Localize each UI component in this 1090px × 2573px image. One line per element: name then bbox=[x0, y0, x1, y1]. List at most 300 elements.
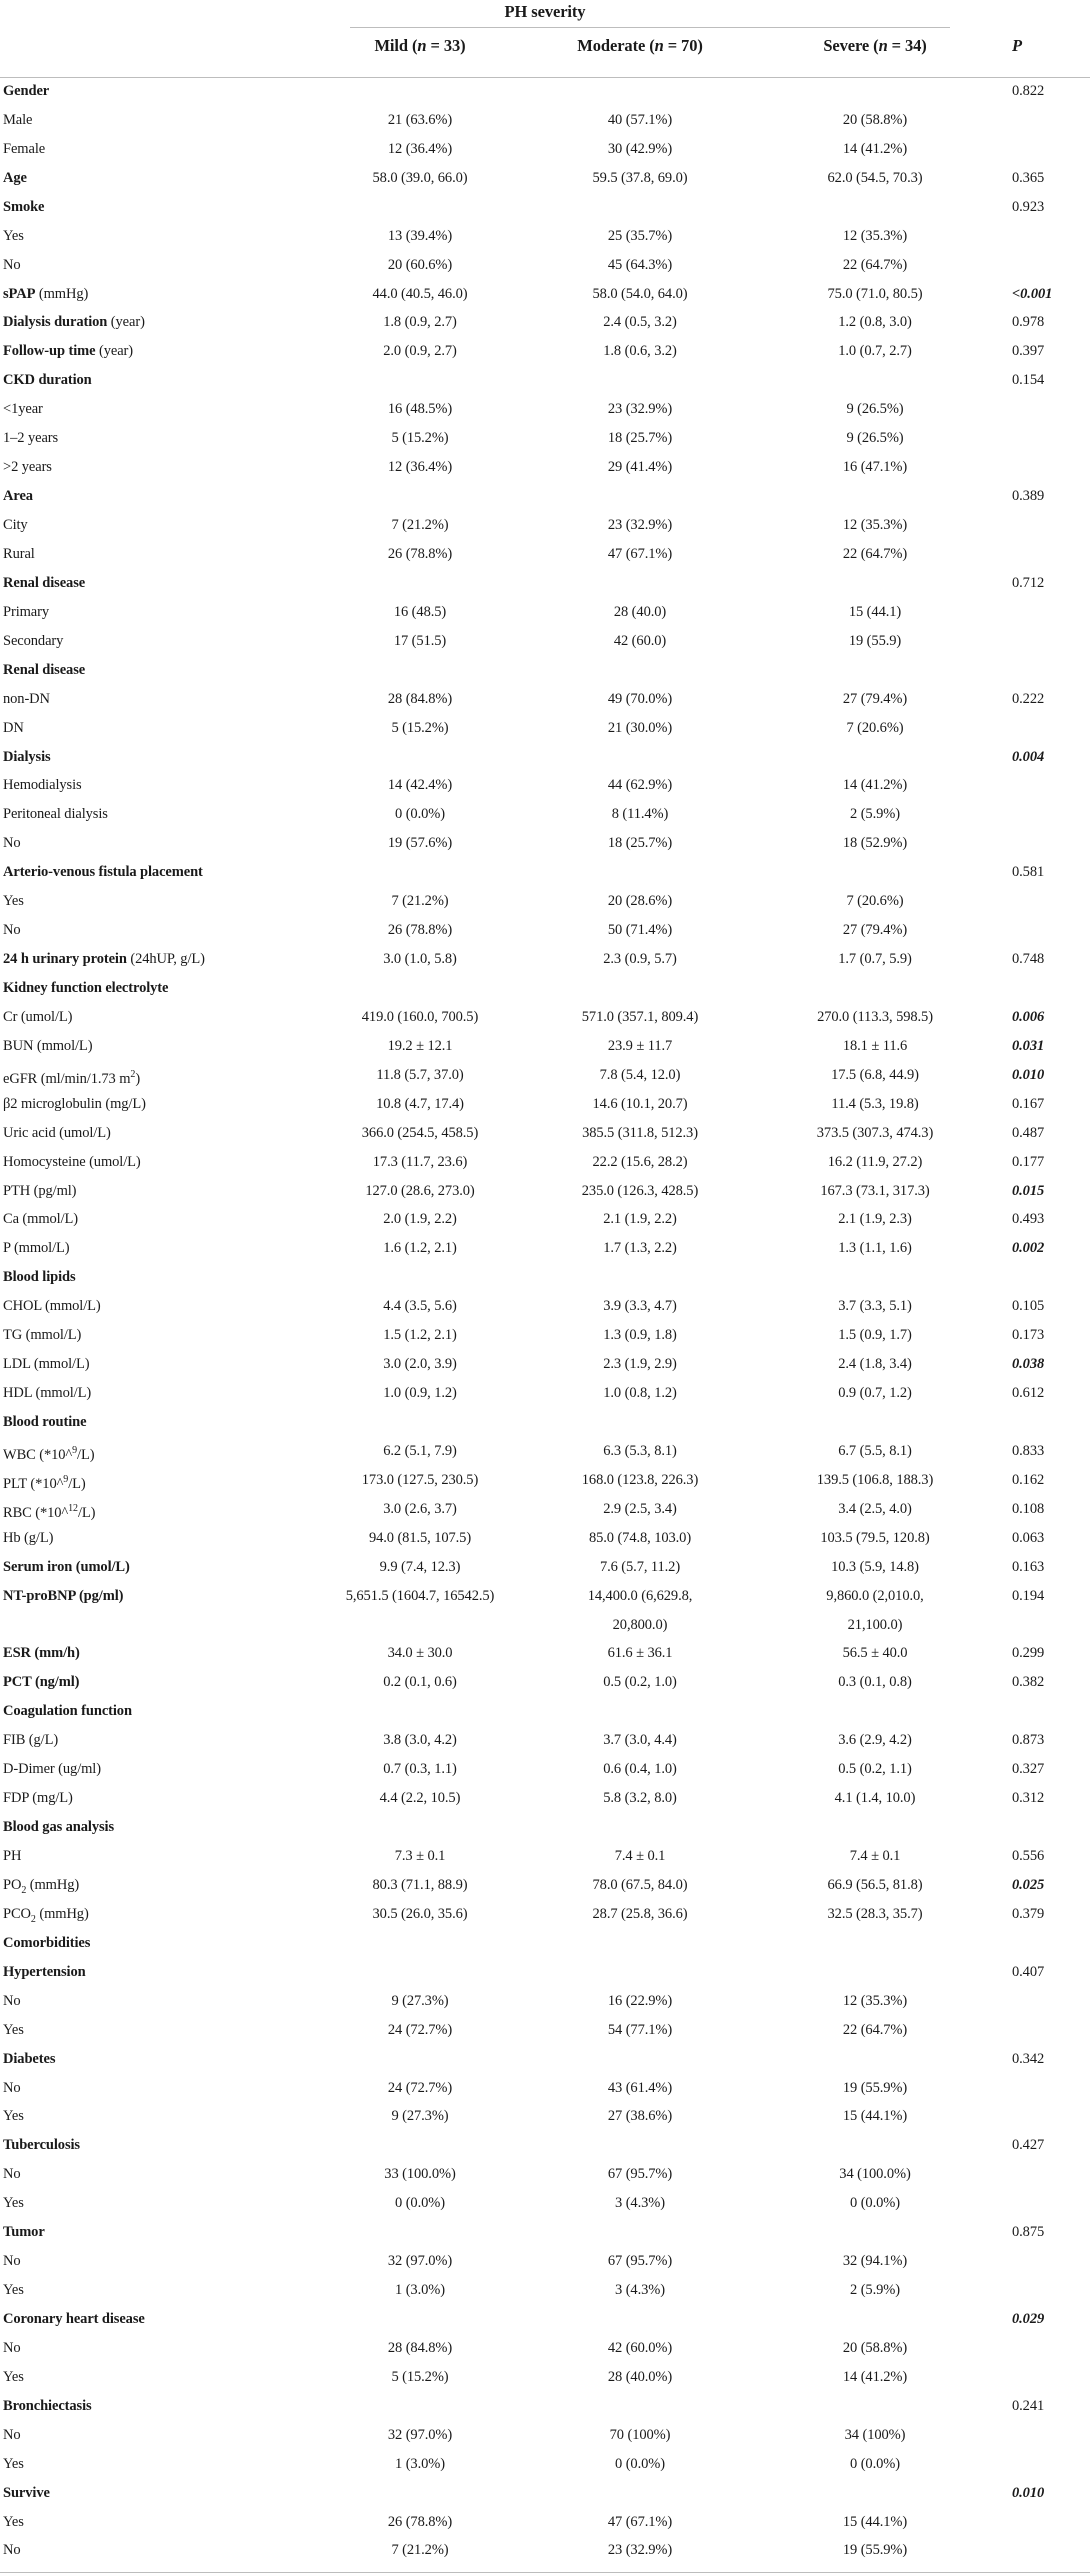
table-cell: 2.4 (0.5, 3.2) bbox=[603, 314, 677, 331]
p-value-cell: 0.556 bbox=[1012, 1848, 1045, 1865]
table-cell: 0 (0.0%) bbox=[395, 806, 445, 823]
row-label: Dialysis duration (year) bbox=[3, 314, 145, 331]
table-cell: 1.3 (1.1, 1.6) bbox=[838, 1240, 912, 1257]
p-value-cell: 0.108 bbox=[1012, 1500, 1045, 1517]
row-label: BUN (mmol/L) bbox=[3, 1037, 93, 1054]
table-cell: 20 (58.8%) bbox=[842, 111, 908, 128]
table-cell: 27 (79.4%) bbox=[842, 690, 908, 707]
table-cell: 9.9 (7.4, 12.3) bbox=[379, 1558, 461, 1575]
row-label: PLT (*10^$^9$/L) bbox=[3, 1473, 86, 1492]
table-cell: 33 (100.0%) bbox=[384, 2166, 456, 2183]
table-cell: 1.5 (0.9, 1.7) bbox=[838, 1327, 912, 1344]
row-label: Serum iron (umol/L) bbox=[3, 1558, 130, 1575]
table-cell: 2.4 (1.8, 3.4) bbox=[838, 1356, 912, 1373]
table-cell: 22 (64.7%) bbox=[842, 2021, 908, 2038]
row-label: Diabetes bbox=[3, 2050, 56, 2067]
table-cell: 58.0 (39.0, 66.0) bbox=[372, 169, 468, 186]
table-cell: 12 (35.3%) bbox=[842, 517, 908, 534]
table-cell: 0.5 (0.2, 1.1) bbox=[838, 1761, 912, 1778]
table-cell: 1 (3.0%) bbox=[395, 2282, 445, 2299]
table-cell: 29 (41.4%) bbox=[607, 459, 673, 476]
table-cell: 26 (78.8%) bbox=[387, 545, 453, 562]
table-cell: 11.4 (5.3, 19.8) bbox=[831, 1095, 919, 1112]
table-cell: 32.5 (28.3, 35.7) bbox=[827, 1905, 923, 1922]
p-value-cell: 0.875 bbox=[1012, 2224, 1045, 2241]
p-value-cell: 0.342 bbox=[1012, 2050, 1045, 2067]
table-cell: 18 (25.7%) bbox=[607, 430, 673, 447]
table-cell: 373.5 (307.3, 474.3) bbox=[816, 1124, 934, 1141]
table-cell: 0.9 (0.7, 1.2) bbox=[838, 1385, 912, 1402]
table-cell: 26 (78.8%) bbox=[387, 922, 453, 939]
table-cell: 9 (26.5%) bbox=[846, 430, 904, 447]
row-label: Yes bbox=[3, 2513, 24, 2530]
col-header-p: P bbox=[1012, 36, 1022, 55]
table-cell: 14 (41.2%) bbox=[842, 2368, 908, 2385]
table-cell: 45 (64.3%) bbox=[607, 256, 673, 273]
row-label: Primary bbox=[3, 603, 50, 620]
table-cell: 28 (40.0) bbox=[613, 603, 667, 620]
table-cell: 19 (55.9) bbox=[848, 632, 902, 649]
table-cell: 127.0 (28.6, 273.0) bbox=[365, 1182, 475, 1199]
table-cell: 20,800.0) bbox=[612, 1616, 668, 1633]
p-value-cell: 0.004 bbox=[1012, 748, 1045, 765]
table-cell: 2.1 (1.9, 2.3) bbox=[838, 1211, 912, 1228]
row-label: No bbox=[3, 1992, 21, 2009]
table-cell: 14.6 (10.1, 20.7) bbox=[592, 1095, 688, 1112]
table-cell: 1.5 (1.2, 2.1) bbox=[383, 1327, 457, 1344]
table-cell: 2 (5.9%) bbox=[850, 806, 900, 823]
row-label: Homocysteine (umol/L) bbox=[3, 1153, 141, 1170]
table-cell: 2.0 (0.9, 2.7) bbox=[383, 343, 457, 360]
table-cell: 3.9 (3.3, 4.7) bbox=[603, 1298, 677, 1315]
p-value-cell: 0.581 bbox=[1012, 864, 1045, 881]
row-label: FIB (g/L) bbox=[3, 1732, 59, 1749]
table-cell: 2.9 (2.5, 3.4) bbox=[603, 1500, 677, 1517]
table-cell: 6.7 (5.5, 8.1) bbox=[838, 1442, 912, 1459]
table-cell: 0 (0.0%) bbox=[395, 2195, 445, 2212]
p-value-cell: 0.154 bbox=[1012, 372, 1045, 389]
table-cell: 1.7 (1.3, 2.2) bbox=[603, 1240, 677, 1257]
row-label: ESR (mm/h) bbox=[3, 1645, 80, 1662]
table-cell: 2.1 (1.9, 2.2) bbox=[603, 1211, 677, 1228]
table-cell: 34 (100%) bbox=[844, 2426, 906, 2443]
row-label: 24 h urinary protein (24hUP, g/L) bbox=[3, 951, 205, 968]
p-value-cell: 0.389 bbox=[1012, 488, 1045, 505]
table-cell: 62.0 (54.5, 70.3) bbox=[827, 169, 923, 186]
table-cell: 0 (0.0%) bbox=[615, 2455, 665, 2472]
table-cell: 16 (48.5%) bbox=[387, 401, 453, 418]
table-cell: 5.8 (3.2, 8.0) bbox=[603, 1790, 677, 1807]
table-cell: 32 (97.0%) bbox=[387, 2426, 453, 2443]
row-label: WBC (*10^$^9$/L) bbox=[3, 1444, 95, 1463]
row-label: >2 years bbox=[3, 459, 52, 476]
table-cell: 8 (11.4%) bbox=[611, 806, 669, 823]
row-label: Tuberculosis bbox=[3, 2137, 80, 2154]
table-cell: 16 (47.1%) bbox=[842, 459, 908, 476]
p-value-cell: 0.748 bbox=[1012, 951, 1045, 968]
table-cell: 3.0 (1.0, 5.8) bbox=[383, 951, 457, 968]
table-cell: 235.0 (126.3, 428.5) bbox=[581, 1182, 699, 1199]
p-value-cell: 0.015 bbox=[1012, 1182, 1045, 1199]
table-cell: 7 (21.2%) bbox=[391, 893, 449, 910]
p-value-cell: 0.397 bbox=[1012, 343, 1045, 360]
row-label: Rural bbox=[3, 545, 35, 562]
row-label: Blood lipids bbox=[3, 1269, 76, 1286]
p-value-cell: 0.222 bbox=[1012, 690, 1045, 707]
table-cell: 22 (64.7%) bbox=[842, 256, 908, 273]
p-value-cell: 0.010 bbox=[1012, 2484, 1045, 2501]
table-cell: 23 (32.9%) bbox=[607, 401, 673, 418]
row-label: Hb (g/L) bbox=[3, 1529, 54, 1546]
row-label: CHOL (mmol/L) bbox=[3, 1298, 101, 1315]
table-cell: 21,100.0) bbox=[847, 1616, 903, 1633]
row-label: Gender bbox=[3, 83, 50, 99]
header-rule bbox=[0, 77, 1090, 78]
table-cell: 18 (52.9%) bbox=[842, 835, 908, 852]
table-cell: 7.8 (5.4, 12.0) bbox=[599, 1066, 681, 1083]
table-cell: 16.2 (11.9, 27.2) bbox=[827, 1153, 923, 1170]
p-value-cell: <0.001 bbox=[1012, 285, 1053, 302]
table-cell: 7.4 ± 0.1 bbox=[849, 1848, 901, 1865]
p-value-cell: 0.025 bbox=[1012, 1876, 1045, 1893]
table-cell: 49 (70.0%) bbox=[607, 690, 673, 707]
table-cell: 11.8 (5.7, 37.0) bbox=[376, 1066, 464, 1083]
table-cell: 19.2 ± 12.1 bbox=[387, 1037, 453, 1054]
p-value-cell: 0.327 bbox=[1012, 1761, 1045, 1778]
table-cell: 28 (84.8%) bbox=[387, 690, 453, 707]
table-cell: 85.0 (74.8, 103.0) bbox=[588, 1529, 692, 1546]
col-header-severe: Severe (n = 34) bbox=[823, 36, 927, 55]
row-label: Female bbox=[3, 140, 46, 157]
row-label: No bbox=[3, 2166, 21, 2183]
table-cell: 0.6 (0.4, 1.0) bbox=[603, 1761, 677, 1778]
row-label: Ca (mmol/L) bbox=[3, 1211, 79, 1228]
row-label: RBC (*10^$^{12}$/L) bbox=[3, 1502, 96, 1521]
row-label: Coagulation function bbox=[3, 1703, 132, 1720]
table-cell: 21 (63.6%) bbox=[387, 111, 453, 128]
row-label: Hemodialysis bbox=[3, 777, 82, 794]
table-cell: 58.0 (54.0, 64.0) bbox=[592, 285, 688, 302]
table-cell: 17.5 (6.8, 44.9) bbox=[831, 1066, 919, 1083]
row-label: Yes bbox=[3, 227, 24, 244]
p-value-cell: 0.173 bbox=[1012, 1327, 1045, 1344]
table-cell: 10.8 (4.7, 17.4) bbox=[376, 1095, 464, 1112]
table-cell: 7 (20.6%) bbox=[846, 893, 904, 910]
row-label: D-Dimer (ug/ml) bbox=[3, 1761, 101, 1778]
table-cell: 0 (0.0%) bbox=[850, 2195, 900, 2212]
table-cell: 7.6 (5.7, 11.2) bbox=[599, 1558, 681, 1575]
table-cell: 42 (60.0) bbox=[613, 632, 667, 649]
table-cell: 67 (95.7%) bbox=[607, 2253, 673, 2270]
table-cell: 7 (21.2%) bbox=[391, 2542, 449, 2559]
col-header-moderate: Moderate (n = 70) bbox=[577, 36, 703, 55]
p-value-cell: 0.038 bbox=[1012, 1356, 1045, 1373]
table-cell: 14 (41.2%) bbox=[842, 777, 908, 794]
col-header-mild: Mild (n = 33) bbox=[374, 36, 466, 55]
row-label: Hypertension bbox=[3, 1963, 86, 1980]
table-cell: 1.0 (0.9, 1.2) bbox=[383, 1385, 457, 1402]
table-cell: 30 (42.9%) bbox=[607, 140, 673, 157]
row-label: City bbox=[3, 517, 28, 534]
table-cell: 5 (15.2%) bbox=[391, 719, 449, 736]
row-label: Renal disease bbox=[3, 574, 86, 591]
p-value-cell: 0.379 bbox=[1012, 1905, 1045, 1922]
table-cell: 1.7 (0.7, 5.9) bbox=[838, 951, 912, 968]
table-cell: 28.7 (25.8, 36.6) bbox=[592, 1905, 688, 1922]
table-cell: 17.3 (11.7, 23.6) bbox=[372, 1153, 468, 1170]
table-cell: 23 (32.9%) bbox=[607, 517, 673, 534]
table-cell: 70 (100%) bbox=[609, 2426, 671, 2443]
table-cell: 5 (15.2%) bbox=[391, 2368, 449, 2385]
row-label: No bbox=[3, 2542, 21, 2559]
p-value-cell: 0.407 bbox=[1012, 1963, 1045, 1980]
row-label: Comorbidities bbox=[3, 1934, 91, 1951]
table-cell: 103.5 (79.5, 120.8) bbox=[820, 1529, 930, 1546]
table-cell: 44.0 (40.5, 46.0) bbox=[372, 285, 468, 302]
table-cell: 19 (55.9%) bbox=[842, 2542, 908, 2559]
table-cell: 22 (64.7%) bbox=[842, 545, 908, 562]
table-cell: 24 (72.7%) bbox=[387, 2021, 453, 2038]
table-cell: 3 (4.3%) bbox=[615, 2282, 665, 2299]
row-label: 1–2 years bbox=[3, 430, 59, 447]
table-cell: 385.5 (311.8, 512.3) bbox=[582, 1124, 698, 1141]
row-label: Yes bbox=[3, 2455, 24, 2472]
row-label: Peritoneal dialysis bbox=[3, 806, 108, 823]
table-cell: 2 (5.9%) bbox=[850, 2282, 900, 2299]
row-label: Yes bbox=[3, 2021, 24, 2038]
table-cell: 94.0 (81.5, 107.5) bbox=[368, 1529, 472, 1546]
table-cell: 24 (72.7%) bbox=[387, 2079, 453, 2096]
p-value-cell: 0.194 bbox=[1012, 1587, 1045, 1604]
table-cell: 366.0 (254.5, 458.5) bbox=[361, 1124, 479, 1141]
table-cell: 25 (35.7%) bbox=[607, 227, 673, 244]
p-value-cell: 0.002 bbox=[1012, 1240, 1045, 1257]
table-cell: 4.4 (2.2, 10.5) bbox=[379, 1790, 461, 1807]
table-cell: 419.0 (160.0, 700.5) bbox=[361, 1008, 479, 1025]
table-cell: 20 (60.6%) bbox=[387, 256, 453, 273]
table-cell: 12 (35.3%) bbox=[842, 227, 908, 244]
row-label: No bbox=[3, 256, 21, 273]
table-cell: 61.6 ± 36.1 bbox=[607, 1645, 673, 1662]
row-label: Male bbox=[3, 111, 33, 128]
row-label: TG (mmol/L) bbox=[3, 1327, 82, 1344]
row-label: No bbox=[3, 2426, 21, 2443]
row-label: Blood routine bbox=[3, 1414, 87, 1430]
p-value-cell: 0.487 bbox=[1012, 1124, 1045, 1141]
table-cell: 2.3 (0.9, 5.7) bbox=[603, 951, 677, 968]
p-value-cell: 0.163 bbox=[1012, 1558, 1045, 1575]
table-cell: 14 (41.2%) bbox=[842, 140, 908, 157]
row-label: Kidney function electrolyte bbox=[3, 979, 169, 996]
table-cell: 7 (21.2%) bbox=[391, 517, 449, 534]
table-cell: 47 (67.1%) bbox=[607, 545, 673, 562]
p-value-cell: 0.873 bbox=[1012, 1732, 1045, 1749]
table-cell: 1.0 (0.7, 2.7) bbox=[838, 343, 912, 360]
row-label: Coronary heart disease bbox=[3, 2310, 145, 2327]
row-label: No bbox=[3, 2253, 21, 2270]
p-value-cell: 0.006 bbox=[1012, 1008, 1045, 1025]
table-cell: 571.0 (357.1, 809.4) bbox=[581, 1008, 699, 1025]
p-value-cell: 0.162 bbox=[1012, 1471, 1045, 1488]
row-label: Bronchiectasis bbox=[3, 2397, 92, 2414]
row-label: NT-proBNP (pg/ml) bbox=[3, 1587, 124, 1604]
row-label: $PO_2$ (mmHg) bbox=[3, 1876, 80, 1896]
table-cell: 16 (48.5) bbox=[393, 603, 447, 620]
table-cell: 43 (61.4%) bbox=[607, 2079, 673, 2096]
table-cell: 5 (15.2%) bbox=[391, 430, 449, 447]
table-cell: 15 (44.1%) bbox=[842, 2108, 908, 2125]
table-cell: 1 (3.0%) bbox=[395, 2455, 445, 2472]
table-cell: 59.5 (37.8, 69.0) bbox=[592, 169, 688, 186]
p-value-cell: 0.031 bbox=[1012, 1037, 1045, 1054]
p-value-cell: 0.382 bbox=[1012, 1674, 1045, 1691]
p-value-cell: 0.833 bbox=[1012, 1442, 1045, 1459]
table-cell: 5,651.5 (1604.7, 16542.5) bbox=[345, 1587, 495, 1604]
table-cell: 168.0 (123.8, 226.3) bbox=[581, 1471, 699, 1488]
table-cell: 40 (57.1%) bbox=[607, 111, 673, 128]
row-label: DN bbox=[3, 719, 24, 736]
row-label: Renal disease bbox=[3, 661, 86, 678]
row-label: $PCO_2$ (mmHg) bbox=[3, 1905, 89, 1925]
table-cell: 3.0 (2.6, 3.7) bbox=[383, 1500, 457, 1517]
table-cell: 20 (58.8%) bbox=[842, 2339, 908, 2356]
table-cell: 16 (22.9%) bbox=[607, 1992, 673, 2009]
row-label: Dialysis bbox=[3, 748, 51, 765]
table-cell: 3.7 (3.0, 4.4) bbox=[603, 1732, 677, 1749]
row-label: β2 microglobulin (mg/L) bbox=[3, 1095, 146, 1112]
table-cell: 3.0 (2.0, 3.9) bbox=[383, 1356, 457, 1373]
row-label: Follow-up time (year) bbox=[3, 343, 133, 360]
p-value-cell: 0.177 bbox=[1012, 1153, 1045, 1170]
table-cell: 167.3 (73.1, 317.3) bbox=[820, 1182, 930, 1199]
table-cell: 15 (44.1) bbox=[848, 603, 902, 620]
row-label: Area bbox=[3, 488, 33, 505]
row-label: PCT (ng/ml) bbox=[3, 1674, 80, 1691]
table-cell: 6.3 (5.3, 8.1) bbox=[603, 1442, 677, 1459]
row-label: PTH (pg/ml) bbox=[3, 1182, 77, 1199]
p-value-cell: 0.299 bbox=[1012, 1645, 1045, 1662]
table-cell: 28 (84.8%) bbox=[387, 2339, 453, 2356]
table-cell: 27 (38.6%) bbox=[607, 2108, 673, 2125]
table-cell: 9 (27.3%) bbox=[391, 1992, 449, 2009]
table-cell: 20 (28.6%) bbox=[607, 893, 673, 910]
table-cell: 27 (79.4%) bbox=[842, 922, 908, 939]
table-cell: 23.9 ± 11.7 bbox=[607, 1037, 673, 1054]
p-value-cell: 0.167 bbox=[1012, 1095, 1045, 1112]
table-cell: 6.2 (5.1, 7.9) bbox=[383, 1442, 457, 1459]
table-cell: 139.5 (106.8, 188.3) bbox=[816, 1471, 934, 1488]
table-cell: 270.0 (113.3, 598.5) bbox=[817, 1008, 933, 1025]
row-label: LDL (mmol/L) bbox=[3, 1356, 90, 1373]
table-cell: 7.3 ± 0.1 bbox=[394, 1848, 446, 1865]
row-label: Survive bbox=[3, 2484, 50, 2501]
table-cell: 14 (42.4%) bbox=[387, 777, 453, 794]
table-cell: 34.0 ± 30.0 bbox=[387, 1645, 453, 1662]
p-value-cell: 0.105 bbox=[1012, 1298, 1045, 1315]
row-label: <1year bbox=[3, 401, 43, 418]
table-cell: 3.4 (2.5, 4.0) bbox=[838, 1500, 912, 1517]
table-cell: 7 (20.6%) bbox=[846, 719, 904, 736]
table-cell: 28 (40.0%) bbox=[607, 2368, 673, 2385]
table-cell: 54 (77.1%) bbox=[607, 2021, 673, 2038]
table-cell: 1.8 (0.9, 2.7) bbox=[383, 314, 457, 331]
p-value-cell: 0.063 bbox=[1012, 1529, 1045, 1546]
table-cell: 3.6 (2.9, 4.2) bbox=[838, 1732, 912, 1749]
table-cell: 4.1 (1.4, 10.0) bbox=[834, 1790, 916, 1807]
table-cell: 0.3 (0.1, 0.8) bbox=[838, 1674, 912, 1691]
table-cell: 2.0 (1.9, 2.2) bbox=[383, 1211, 457, 1228]
table-cell: 32 (94.1%) bbox=[842, 2253, 908, 2270]
table-cell: 1.8 (0.6, 3.2) bbox=[603, 343, 677, 360]
table-cell: 44 (62.9%) bbox=[607, 777, 673, 794]
row-label: No bbox=[3, 2339, 21, 2356]
table-cell: 3.8 (3.0, 4.2) bbox=[383, 1732, 457, 1749]
row-label: Cr (umol/L) bbox=[3, 1008, 73, 1025]
header-span-rule bbox=[350, 27, 950, 28]
row-label: Blood gas analysis bbox=[3, 1819, 115, 1836]
group-header: PH severity bbox=[504, 2, 586, 21]
table-cell: 9,860.0 (2,010.0, bbox=[826, 1587, 924, 1604]
table-cell: 47 (67.1%) bbox=[607, 2513, 673, 2530]
table-cell: 18 (25.7%) bbox=[607, 835, 673, 852]
table-cell: 0.2 (0.1, 0.6) bbox=[383, 1674, 457, 1691]
table-cell: 18.1 ± 11.6 bbox=[842, 1037, 908, 1054]
table-cell: 80.3 (71.1, 88.9) bbox=[372, 1876, 468, 1893]
table-cell: 67 (95.7%) bbox=[607, 2166, 673, 2183]
p-value-cell: 0.312 bbox=[1012, 1790, 1045, 1807]
row-label: Age bbox=[3, 169, 27, 186]
table-cell: 9 (27.3%) bbox=[391, 2108, 449, 2125]
row-label: No bbox=[3, 835, 21, 852]
row-label: No bbox=[3, 922, 21, 939]
row-label: Yes bbox=[3, 893, 24, 910]
row-label: FDP (mg/L) bbox=[3, 1790, 73, 1807]
row-label: Yes bbox=[3, 2282, 24, 2299]
p-value-cell: 0.978 bbox=[1012, 314, 1045, 331]
row-label: non-DN bbox=[3, 690, 50, 707]
p-value-cell: 0.923 bbox=[1012, 198, 1045, 215]
table-cell: 2.3 (1.9, 2.9) bbox=[603, 1356, 677, 1373]
table-cell: 12 (36.4%) bbox=[387, 140, 453, 157]
table-cell: 1.0 (0.8, 1.2) bbox=[603, 1385, 677, 1402]
p-value-cell: 0.612 bbox=[1012, 1385, 1045, 1402]
table-cell: 42 (60.0%) bbox=[607, 2339, 673, 2356]
table-cell: 75.0 (71.0, 80.5) bbox=[827, 285, 923, 302]
table-cell: 66.9 (56.5, 81.8) bbox=[827, 1876, 923, 1893]
table-cell: 12 (36.4%) bbox=[387, 459, 453, 476]
table-cell: 10.3 (5.9, 14.8) bbox=[831, 1558, 919, 1575]
p-value-cell: 0.029 bbox=[1012, 2310, 1045, 2327]
p-value-cell: 0.712 bbox=[1012, 574, 1045, 591]
table-cell: 23 (32.9%) bbox=[607, 2542, 673, 2559]
table-cell: 26 (78.8%) bbox=[387, 2513, 453, 2530]
table-cell: 0.5 (0.2, 1.0) bbox=[603, 1674, 677, 1691]
table-cell: 9 (26.5%) bbox=[846, 401, 904, 418]
row-label: Yes bbox=[3, 2108, 24, 2125]
table-cell: 17 (51.5) bbox=[393, 632, 447, 649]
row-label: Yes bbox=[3, 2368, 24, 2385]
table-cell: 30.5 (26.0, 35.6) bbox=[372, 1905, 468, 1922]
table-cell: 19 (55.9%) bbox=[842, 2079, 908, 2096]
table-cell: 173.0 (127.5, 230.5) bbox=[361, 1471, 479, 1488]
table-cell: 0.7 (0.3, 1.1) bbox=[383, 1761, 457, 1778]
table-cell: 13 (39.4%) bbox=[387, 227, 453, 244]
table-cell: 22.2 (15.6, 28.2) bbox=[592, 1153, 688, 1170]
table-cell: 56.5 ± 40.0 bbox=[842, 1645, 908, 1662]
row-label: Arterio-venous fistula placement bbox=[3, 864, 203, 881]
p-value-cell: 0.365 bbox=[1012, 169, 1045, 186]
table-cell: 14,400.0 (6,629.8, bbox=[587, 1587, 693, 1604]
